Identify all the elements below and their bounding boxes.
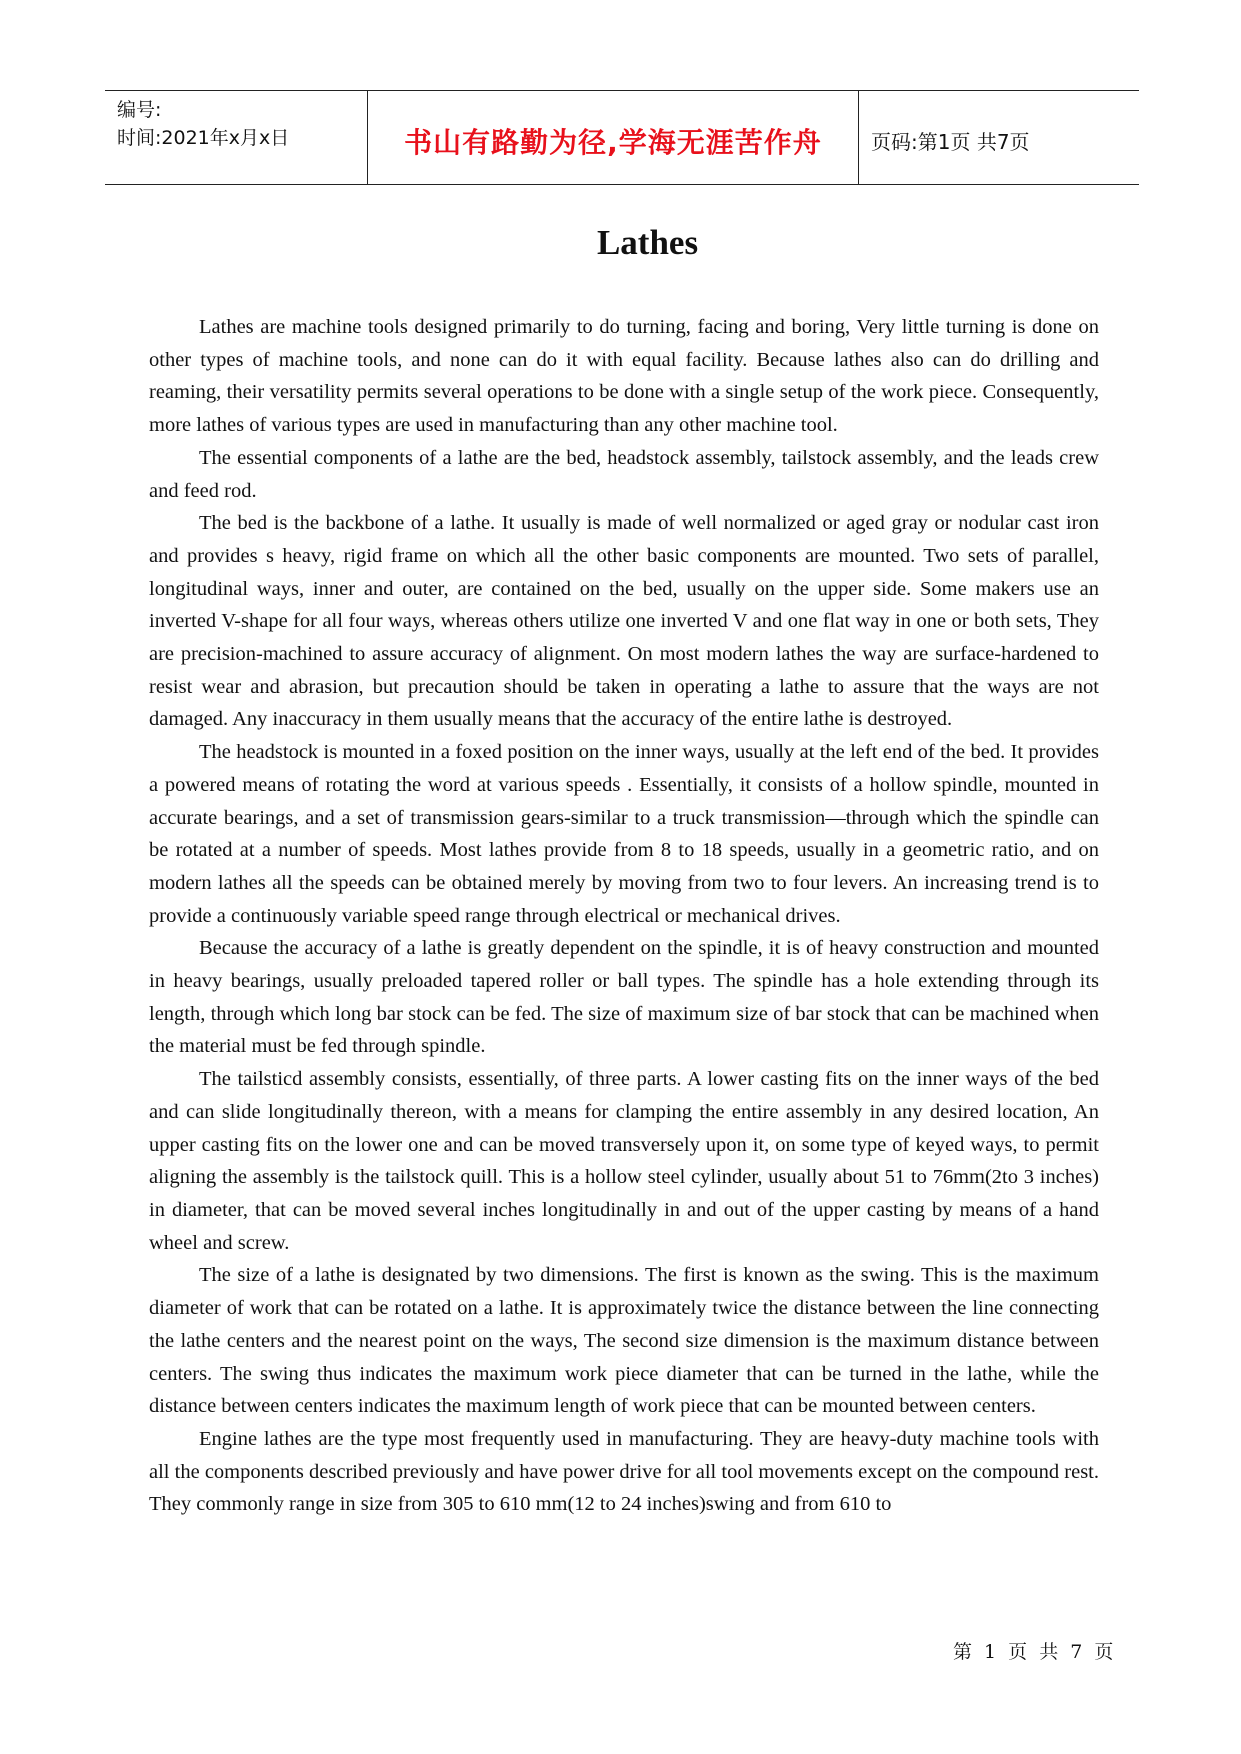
paragraph: The bed is the backbone of a lathe. It usually is made of well normalized or aged gray or nodular cast iron and provides s heavy, rigid frame on which all the other basic components are mounted. Two sets of parallel, longitudinal ways, inner and outer, are contained on the bed, usually on the upper side. Some makers use an inverted V-shape for all four ways, whereas others utilize one inverted V and one flat way in one or both sets, They are precision-machined to assure accuracy of alignment. On most modern lathes the way are surface-hardened to resist wear and abrasion, but precaution should be taken in operating a lathe to assure that the ways are not damaged. Any inaccuracy in them usually means that the accuracy of the entire lathe is destroyed. (149, 512, 1099, 731)
header-meta-cell (105, 91, 368, 184)
page-footer: 第 1 页 共 7 页 (953, 1641, 1117, 1663)
header-number-label: 编号: (117, 99, 162, 121)
document-title: Lathes (596, 223, 699, 262)
header-motto: 书山有路勤为径,学海无涯苦作舟 (368, 91, 859, 184)
paragraph: The tailsticd assembly consists, essentially, of three parts. A lower casting fits on the inner ways of the bed and can slide longitudinally thereon, with a means for clamping the entire assembly in any desired location, An upper casting fits on the lower one and can be moved transversely upon it, on some type of keyed ways, to permit aligning the assembly is the tailstock quill. This is a hollow steel cylinder, usually about 51 to 76mm(2to 3 inches) in diameter, that can be moved several inches longitudinally in and out of the upper casting by means of a hand wheel and screw. (149, 1068, 1099, 1254)
paragraph: Engine lathes are the type most frequently used in manufacturing. They are heavy-duty machine tools with all the components described previously and have power drive for all tool movements except on the compound rest. They commonly range in size from 305 to 610 mm(12 to 24 inches)swing and from 610 to (149, 1427, 1099, 1516)
paragraph: Because the accuracy of a lathe is greatly dependent on the spindle, it is of heavy construction and mounted in heavy bearings, usually preloaded tapered roller or ball types. The spindle has a hole extending through its length, through which long bar stock can be fed. The size of maximum size of bar stock that can be machined when the material must be fed through spindle. (149, 937, 1099, 1058)
document-header (105, 90, 1139, 185)
paragraph: The size of a lathe is designated by two dimensions. The first is known as the swing. This is the maximum diameter of work that can be rotated on a lathe. It is approximately twice the distance between the line connecting the lathe centers and the nearest point on the ways, The second size dimension is the maximum distance between centers. The swing thus indicates the maximum work piece diameter that can be turned in the lathe, while the distance between centers indicates the maximum length of work piece that can be mounted between centers. (149, 1264, 1099, 1418)
paragraph: The headstock is mounted in a foxed position on the inner ways, usually at the left end of the bed. It provides a powered means of rotating the word at various speeds . Essentially, it consists of a hollow spindle, mounted in accurate bearings, and a set of transmission gears-similar to a truck transmission—through which the spindle can be rotated at a number of speeds. Most lathes provide from 8 to 18 speeds, usually in a geometric ratio, and on modern lathes all the speeds can be obtained merely by moving from two to four levers. An increasing trend is to provide a continuously variable speed range through electrical or mechanical drives. (149, 741, 1099, 927)
paragraph: Lathes are machine tools designed primarily to do turning, facing and boring, Very little turning is done on other types of machine tools, and none can do it with equal facility. Because lathes also can do drilling and reaming, their versatility permits several operations to be done with a single setup of the work piece. Consequently, more lathes of various types are used in manufacturing than any other machine tool. (149, 316, 1099, 437)
header-time-label: 时间:2021年x月x日 (117, 127, 290, 149)
paragraph: The essential components of a lathe are the bed, headstock assembly, tailstock assembly, and the leads crew and feed rod. (149, 446, 1099, 502)
header-page-info: 页码:第1页 共7页 (871, 130, 1030, 154)
document-body (149, 311, 1099, 1521)
